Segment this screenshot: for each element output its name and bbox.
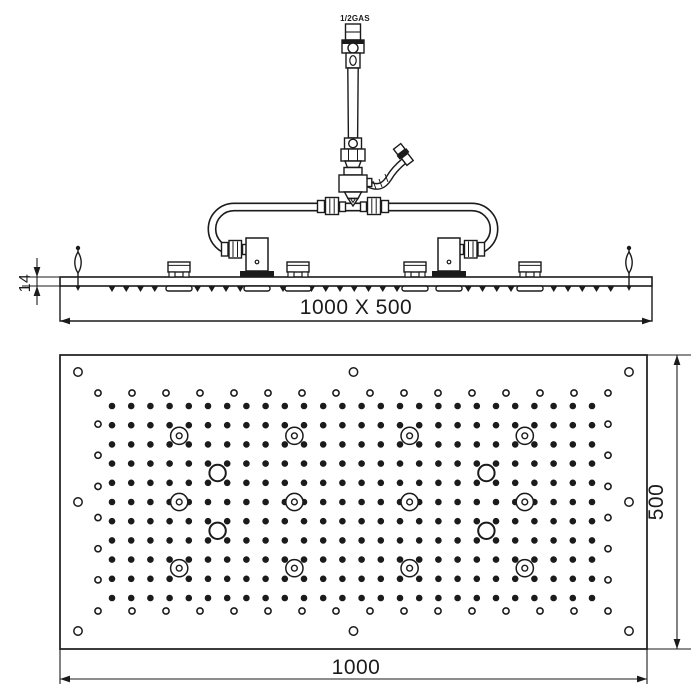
height-dimension-label: 500 xyxy=(645,483,668,521)
connection-thread-label: 1/2GAS xyxy=(340,14,370,23)
shower-panel-side xyxy=(60,277,652,286)
width-dimension-label: 1000 xyxy=(331,656,381,679)
plan-nozzle-view xyxy=(60,355,691,684)
panel-size-dimension-label: 1000 X 500 xyxy=(299,296,413,319)
thickness-dimension-label: 14 xyxy=(17,273,34,293)
